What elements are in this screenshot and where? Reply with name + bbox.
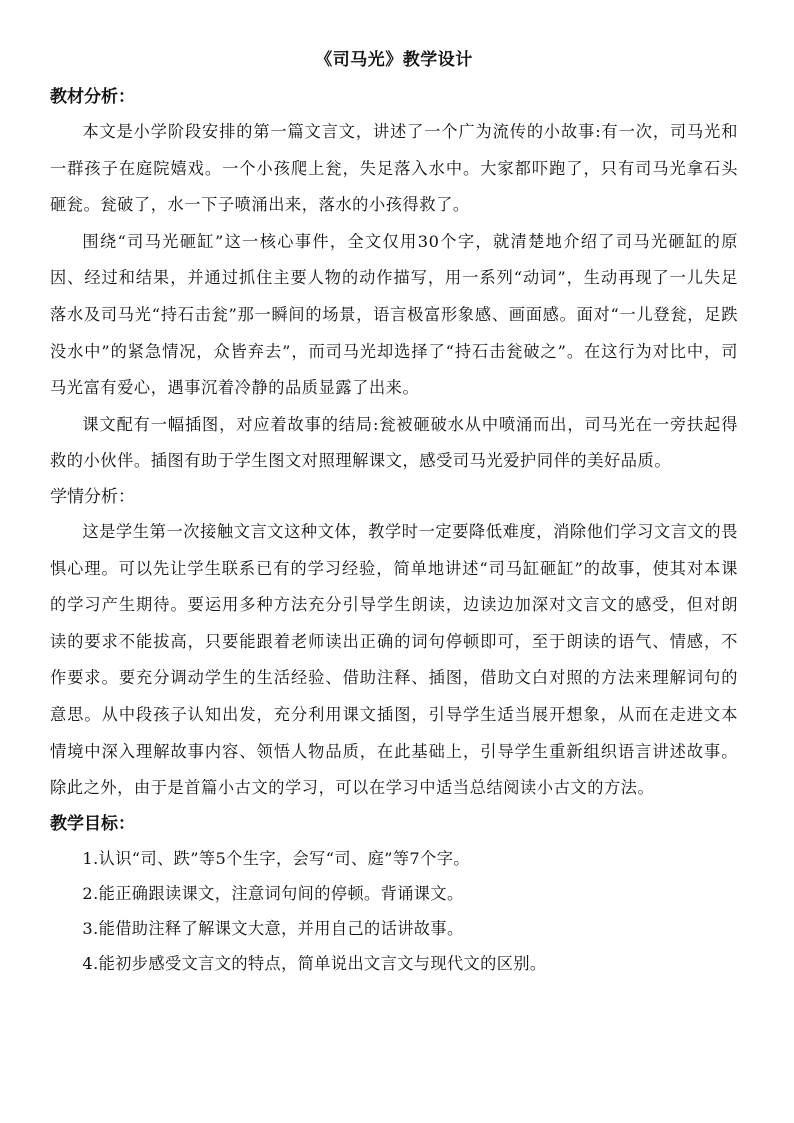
section-student-analysis [50,480,738,807]
paragraph: 围绕“司马光砸缸”这一核心事件，全文仅用30个字，就清楚地介绍了司马光砸缸的原因、经过和结果，并通过抓住主要人物的动作描写，用一系列“动词”，生动再现了一儿失足落水及司马光“持石击瓮”那一瞬间的场景，语言极富形象感、画面感。面对“一儿登瓮，足跌没水中”的紧急情况，众皆弃去”，而司马光却选择了“持石击瓮破之”。在这行为对比中，司马光富有爱心，遇事沉着冷静的品质显露了出来。 [50,231,738,398]
section-teaching-goals [50,807,738,981]
section-heading: 教学目标： [50,813,135,834]
document-title: 《司马光》教学设计 [315,50,473,70]
paragraph: 这是学生第一次接触文言文这种文体，教学时一定要降低难度，消除他们学习文言文的畏惧心理。可以先让学生联系已有的学习经验，简单地讲述“司马缸砸缸”的故事，使其对本课的学习产生期待。要运用多种方法充分引导学生朗读，边读边加深对文言文的感受，但对朗读的要求不能拔高，只要能跟着老师读出正确的词句停顿即可，至于朗读的语气、情感，不作要求。要充分调动学生的生活经验、借助注释、插图，借助文白对照的方法来理解词句的意思。从中段孩子认知出发，充分利用课文插图，引导学生适当展开想象，从而在走进文本情境中深入理解故事内容、领悟人物品质，在此基础上，引导学生重新组织语言讲述故事。除此之外，由于是首篇小古文的学习，可以在学习中适当总结阅读小古文的方法。 [50,521,738,798]
goal-item: 1.认识“司、跌”等5个生字，会写“司、庭”等7个字。 [82,848,470,868]
section-textbook-analysis [50,80,738,480]
section-heading: 教材分析： [50,87,135,107]
goal-item: 4.能初步感受文言文的特点，简单说出文言文与现代文的区别。 [82,953,547,973]
section-heading: 学情分析： [50,486,135,507]
goal-item: 3.能借助注释了解课文大意，并用自己的话讲故事。 [82,918,464,938]
paragraph: 课文配有一幅插图，对应着故事的结局:瓮被砸破水从中喷涌而出，司马光在一旁扶起得救的小伙伴。插图有助于学生图文对照理解课文，感受司马光爱护同伴的美好品质。 [50,414,738,471]
goal-item: 2.能正确跟读课文，注意词句间的停顿。背诵课文。 [82,883,464,903]
paragraph: 本文是小学阶段安排的第一篇文言文，讲述了一个广为流传的小故事:有一次，司马光和一群孩子在庭院嬉戏。一个小孩爬上瓮，失足落入水中。大家都吓跑了，只有司马光拿石头砸瓮。瓮破了，水一下子喷涌出来，落水的小孩得救了。 [50,122,738,215]
